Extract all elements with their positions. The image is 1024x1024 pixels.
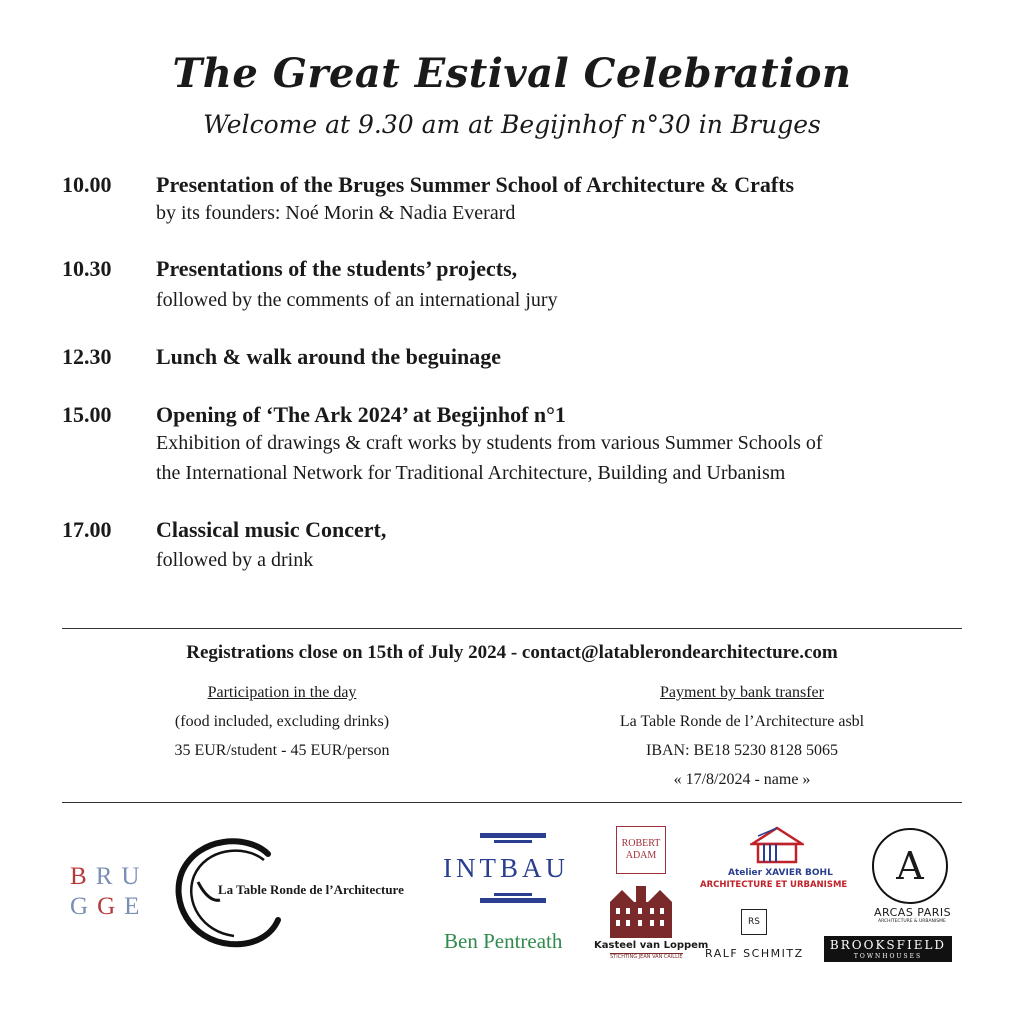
intbau-bar-icon bbox=[480, 898, 546, 903]
schedule-detail: followed by a drink bbox=[156, 549, 314, 571]
event-subtitle: Welcome at 9.30 am at Begijnhof n°30 in Bruges bbox=[203, 110, 821, 139]
bohl-subtitle: ARCHITECTURE ET URBANISME bbox=[700, 880, 848, 890]
ralf-schmitz-mark: RS bbox=[741, 909, 767, 935]
payment-block bbox=[577, 678, 907, 794]
schedule-time: 15.00 bbox=[62, 402, 112, 427]
payment-title: Payment by bank transfer bbox=[660, 684, 824, 701]
payment-reference: « 17/8/2024 - name » bbox=[673, 771, 811, 788]
kasteel-subtitle: STICHTING JEAN VAN CAILLIE bbox=[610, 954, 683, 960]
ben-pentreath-logo: Ben Pentreath bbox=[444, 929, 563, 953]
brugge-letter: R bbox=[95, 863, 122, 890]
schedule-time: 10.30 bbox=[62, 256, 112, 281]
brooksfield-name: BROOKSFIELD bbox=[829, 938, 947, 952]
intbau-logo: INTBAU bbox=[443, 853, 569, 883]
participation-title: Participation in the day bbox=[207, 684, 357, 701]
schedule-time: 10.00 bbox=[62, 172, 112, 197]
bottom-divider bbox=[62, 802, 962, 803]
schedule-detail: by its founders: Noé Morin & Nadia Everard bbox=[156, 202, 516, 224]
payment-iban: IBAN: BE18 5230 8128 5065 bbox=[646, 742, 838, 759]
brugge-letter: E bbox=[124, 893, 149, 920]
kasteel-logo: Kasteel van Loppem bbox=[594, 940, 709, 951]
participation-note: (food included, excluding drinks) bbox=[174, 713, 390, 730]
brooksfield-logo bbox=[824, 936, 952, 962]
schedule-time: 17.00 bbox=[62, 517, 112, 542]
event-title: The Great Estival Celebration bbox=[172, 50, 852, 97]
schedule-heading: Presentation of the Bruges Summer School of Architecture & Crafts bbox=[156, 172, 795, 197]
brugge-letter: U bbox=[121, 863, 149, 890]
intbau-bar-icon bbox=[494, 840, 532, 843]
castle-icon bbox=[604, 882, 678, 938]
arcas-subtitle: ARCHITECTURE & URBANISME bbox=[878, 919, 946, 924]
schedule-detail: the International Network for Traditional Architecture, Building and Urbanism bbox=[156, 462, 786, 484]
brugge-letter: G bbox=[97, 893, 125, 920]
table-ronde-logo: La Table Ronde de l’Architecture bbox=[218, 882, 404, 897]
schedule-detail: followed by the comments of an international jury bbox=[156, 289, 558, 311]
schedule-detail: Exhibition of drawings & craft works by students from various Summer Schools of bbox=[156, 432, 823, 454]
registration-notice: Registrations close on 15th of July 2024 - contact@latablerondearchitecture.com bbox=[186, 642, 838, 663]
schedule-heading: Presentations of the students’ projects, bbox=[156, 256, 518, 281]
payment-account: La Table Ronde de l’Architecture asbl bbox=[619, 713, 865, 730]
arcas-mark: A bbox=[872, 828, 948, 904]
ralf-schmitz-logo: RALF SCHMITZ bbox=[705, 947, 804, 960]
schedule-heading: Lunch & walk around the beguinage bbox=[156, 344, 501, 369]
robert-adam-logo bbox=[616, 826, 666, 874]
house-icon bbox=[750, 826, 804, 864]
schedule-heading: Opening of ‘The Ark 2024’ at Begijnhof n°1 bbox=[156, 402, 566, 427]
robert-adam-line: ADAM bbox=[625, 850, 657, 861]
participation-price: 35 EUR/student - 45 EUR/person bbox=[174, 742, 390, 759]
intbau-bar-icon bbox=[480, 833, 546, 838]
robert-adam-line: ROBERT bbox=[621, 838, 661, 849]
arcas-logo: ARCAS PARIS bbox=[874, 906, 952, 919]
top-divider bbox=[62, 628, 962, 629]
bohl-logo: Atelier XAVIER BOHL bbox=[728, 868, 833, 878]
participation-block bbox=[117, 678, 447, 765]
brooksfield-subtitle: TOWNHOUSES bbox=[853, 953, 923, 960]
intbau-bar-icon bbox=[494, 893, 532, 896]
brugge-logo bbox=[70, 862, 148, 922]
brugge-letter: G bbox=[70, 893, 98, 920]
schedule-time: 12.30 bbox=[62, 344, 112, 369]
schedule-heading: Classical music Concert, bbox=[156, 517, 387, 542]
brugge-letter: B bbox=[70, 863, 96, 890]
